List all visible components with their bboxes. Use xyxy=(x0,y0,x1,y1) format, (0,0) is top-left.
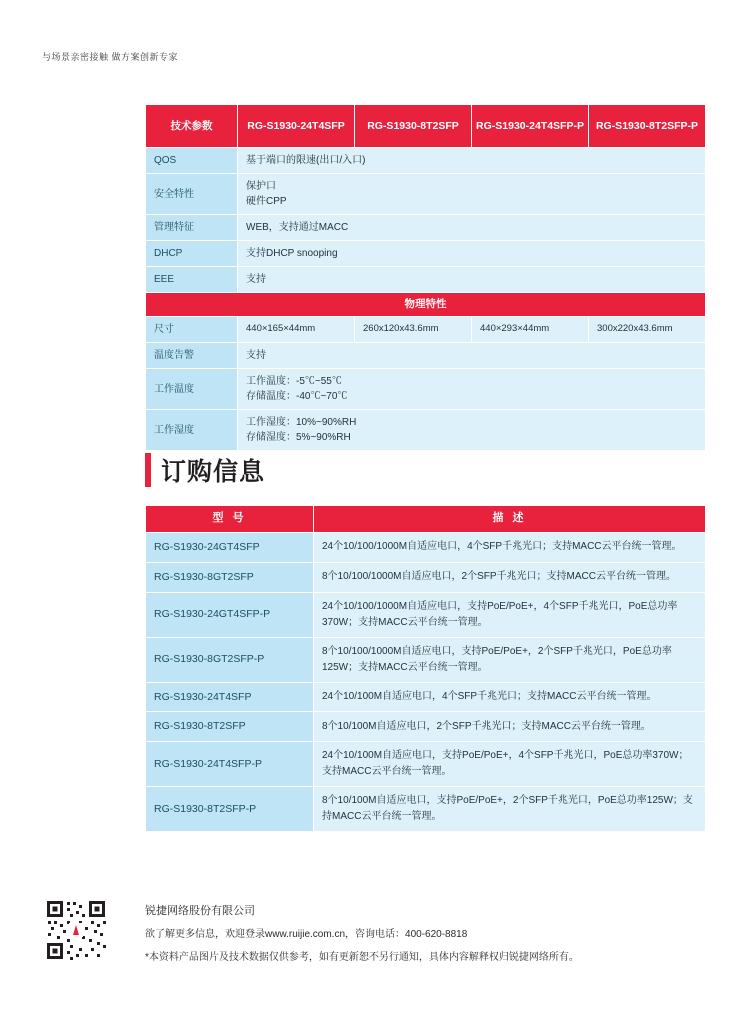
footer-contact: 欲了解更多信息，欢迎登录www.ruijie.com.cn，咨询电话：400-620-8818 xyxy=(145,929,468,941)
order-model: RG-S1930-24T4SFP xyxy=(146,682,314,712)
table-row xyxy=(146,712,706,742)
spec-label-eee: EEE xyxy=(146,267,238,293)
spec-label-size: 尺寸 xyxy=(146,317,238,343)
spec-value-work-temp xyxy=(238,369,706,410)
spec-label-work-temp: 工作温度 xyxy=(146,369,238,410)
table-row xyxy=(146,562,706,592)
spec-value-dhcp: 支持DHCP snooping xyxy=(238,241,706,267)
spec-value-temp-alarm: 支持 xyxy=(238,343,706,369)
spec-label-security: 安全特性 xyxy=(146,174,238,215)
spec-table xyxy=(145,104,706,451)
spec-col-param: 技术参数 xyxy=(146,105,238,148)
spec-value-work-temp-line1: 工作温度：-5℃~55℃ xyxy=(246,376,342,387)
table-row xyxy=(146,343,706,369)
order-model: RG-S1930-8GT2SFP xyxy=(146,562,314,592)
spec-value-size-4: 300x220x43.6mm xyxy=(589,317,706,343)
table-row xyxy=(146,148,706,174)
table-row xyxy=(146,174,706,215)
spec-col-model-2: RG-S1930-8T2SFP xyxy=(355,105,472,148)
table-row xyxy=(146,369,706,410)
spec-value-size-3: 440×293×44mm xyxy=(472,317,589,343)
spec-value-work-humidity xyxy=(238,410,706,451)
order-section-title xyxy=(145,452,265,488)
table-row xyxy=(146,267,706,293)
order-table-header-row xyxy=(146,506,706,533)
order-desc: 8个10/100/1000M自适应电口，2个SFP千兆光口；支持MACC云平台统一管理。 xyxy=(314,562,706,592)
spec-section-band-label: 物理特性 xyxy=(146,293,706,317)
order-desc: 8个10/100M自适应电口，2个SFP千兆光口；支持MACC云平台统一管理。 xyxy=(314,712,706,742)
qr-code-icon xyxy=(45,899,107,961)
spec-value-work-humidity-line2: 存储湿度：5%~90%RH xyxy=(246,432,351,443)
table-row xyxy=(146,592,706,637)
spec-value-management: WEB，支持通过MACC xyxy=(238,215,706,241)
spec-label-management: 管理特征 xyxy=(146,215,238,241)
order-desc: 24个10/100M自适应电口，支持PoE/PoE+，4个SFP千兆光口，PoE总功率370W；支持MACC云平台统一管理。 xyxy=(314,742,706,787)
footer-disclaimer: *本资料产品图片及技术数据仅供参考，如有更新恕不另行通知，具体内容解释权归锐捷网络所有。 xyxy=(145,952,579,964)
header-slogan: 与场景亲密接触 做方案创新专家 xyxy=(42,52,179,62)
footer xyxy=(145,905,579,975)
order-desc: 24个10/100M自适应电口，4个SFP千兆光口；支持MACC云平台统一管理。 xyxy=(314,682,706,712)
table-row xyxy=(146,682,706,712)
spec-value-security-line2: 硬件CPP xyxy=(246,196,287,207)
spec-value-qos: 基于端口的限速(出口/入口) xyxy=(238,148,706,174)
order-model: RG-S1930-24GT4SFP-P xyxy=(146,592,314,637)
order-model: RG-S1930-8T2SFP-P xyxy=(146,787,314,832)
table-row xyxy=(146,317,706,343)
footer-company: 锐捷网络股份有限公司 xyxy=(145,905,255,917)
order-model: RG-S1930-24GT4SFP xyxy=(146,533,314,563)
spec-label-dhcp: DHCP xyxy=(146,241,238,267)
spec-value-security-line1: 保护口 xyxy=(246,181,276,192)
spec-section-band xyxy=(146,293,706,317)
spec-col-model-3: RG-S1930-24T4SFP-P xyxy=(472,105,589,148)
table-row xyxy=(146,742,706,787)
order-col-model: 型 号 xyxy=(146,506,314,533)
spec-value-size-2: 260x120x43.6mm xyxy=(355,317,472,343)
table-row xyxy=(146,787,706,832)
spec-value-eee: 支持 xyxy=(238,267,706,293)
spec-label-work-humidity: 工作湿度 xyxy=(146,410,238,451)
order-model: RG-S1930-8GT2SFP-P xyxy=(146,637,314,682)
spec-label-qos: QOS xyxy=(146,148,238,174)
order-desc: 8个10/100M自适应电口，支持PoE/PoE+，2个SFP千兆光口，PoE总功率125W；支持MACC云平台统一管理。 xyxy=(314,787,706,832)
spec-value-work-temp-line2: 存储温度：-40℃~70℃ xyxy=(246,391,348,402)
table-row xyxy=(146,637,706,682)
spec-col-model-1: RG-S1930-24T4SFP xyxy=(238,105,355,148)
table-row xyxy=(146,410,706,451)
section-accent-bar xyxy=(145,453,151,487)
order-col-desc: 描 述 xyxy=(314,506,706,533)
spec-table-header-row xyxy=(146,105,706,148)
order-table xyxy=(145,505,706,832)
spec-label-temp-alarm: 温度告警 xyxy=(146,343,238,369)
table-row xyxy=(146,533,706,563)
order-desc: 24个10/100/1000M自适应电口，4个SFP千兆光口；支持MACC云平台统一管理。 xyxy=(314,533,706,563)
table-row xyxy=(146,215,706,241)
page-title: 订购信息 xyxy=(161,458,266,486)
order-model: RG-S1930-24T4SFP-P xyxy=(146,742,314,787)
order-desc: 8个10/100/1000M自适应电口，支持PoE/PoE+，2个SFP千兆光口，PoE总功率125W；支持MACC云平台统一管理。 xyxy=(314,637,706,682)
spec-value-work-humidity-line1: 工作湿度：10%~90%RH xyxy=(246,417,357,428)
spec-col-model-4: RG-S1930-8T2SFP-P xyxy=(589,105,706,148)
order-desc: 24个10/100/1000M自适应电口，支持PoE/PoE+，4个SFP千兆光口，PoE总功率370W；支持MACC云平台统一管理。 xyxy=(314,592,706,637)
table-row xyxy=(146,241,706,267)
spec-value-security xyxy=(238,174,706,215)
spec-value-size-1: 440×165×44mm xyxy=(238,317,355,343)
order-model: RG-S1930-8T2SFP xyxy=(146,712,314,742)
